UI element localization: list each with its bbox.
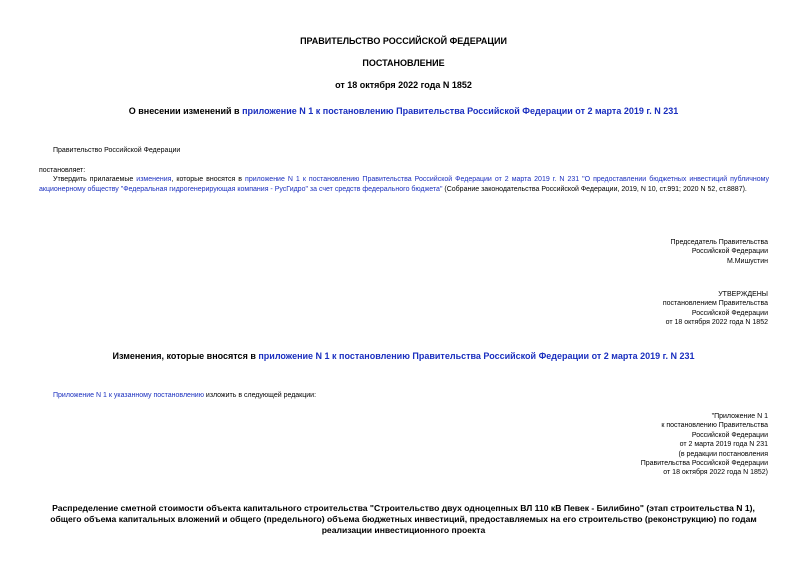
annex-line-3: Российской Федерации	[691, 431, 768, 439]
distribution-title	[0, 503, 807, 536]
changes-title-link[interactable]: приложение N 1 к постановлению Правительства Российской Федерации от 2 марта 2019 г. N 231	[258, 351, 695, 361]
changes-title	[0, 351, 807, 361]
distribution-title-line-2: общего объема капитальных вложений и общего (предельного) объема бюджетных инвестиций, предоставляемых на его строительство (реконструкцию) по годам	[50, 514, 757, 524]
approved-block	[663, 290, 768, 328]
government-heading: ПРАВИТЕЛЬСТВО РОССИЙСКОЙ ФЕДЕРАЦИИ	[300, 36, 507, 46]
changes-title-prefix: Изменения, которые вносятся в	[112, 351, 259, 361]
annex-line-5: (в редакции постановления	[678, 450, 768, 458]
document-type: ПОСТАНОВЛЕНИЕ	[362, 58, 445, 68]
changes-body-rest: изложить в следующей редакции:	[203, 392, 317, 399]
signature-line-1: Председатель Правительства	[670, 239, 768, 246]
annex-line-4: от 2 марта 2019 года N 231	[679, 441, 768, 449]
p1-text-a: Утвердить прилагаемые	[53, 176, 137, 183]
distribution-title-line-3: реализации инвестиционного проекта	[321, 525, 486, 535]
resolution-231-link[interactable]: приложение N 1 к постановлению Правительства Российской Федерации от 2 марта 2019 г. N 231 "О предоставлении бюджетных инвестиций публичному акционерному обществу "Федеральная гидрогенерирующая компания - РусГидро" за счет средств федерального бюджета"	[39, 176, 769, 193]
annex-line-6: Правительства Российской Федерации	[640, 460, 768, 468]
document-date-number: от 18 октября 2022 года N 1852	[335, 80, 472, 90]
signature-name: М.Мишустин	[726, 257, 768, 265]
approved-line-3: Российской Федерации	[691, 309, 768, 317]
distribution-title-line-1: Распределение сметной стоимости объекта капитального строительства "Строительство двух одноцепных ВЛ 110 кВ Певек - Билибино" (этап строительства N 1),	[52, 503, 755, 513]
annex-block	[641, 412, 768, 478]
p1-text-c: (Собрание законодательства Российской Федерации, 2019, N 10, ст.991; 2020 N 52, ст.8887).	[442, 186, 747, 193]
title-prefix: О внесении изменений в	[128, 106, 243, 116]
document-title	[0, 106, 807, 116]
appendix-1-link[interactable]: Приложение N 1 к указанному постановлению	[53, 392, 204, 399]
signature-line-2: Российской Федерации	[691, 248, 768, 256]
approved-line-2: постановлением Правительства	[662, 300, 768, 308]
annex-line-1: "Приложение N 1	[711, 413, 768, 420]
changes-body	[53, 391, 316, 401]
changes-link[interactable]: изменения	[136, 176, 172, 183]
approved-line-1: УТВЕРЖДЕНЫ	[718, 291, 768, 298]
resolution-paragraph	[39, 175, 769, 195]
title-appendix-link[interactable]: приложение N 1 к постановлению Правительства Российской Федерации от 2 марта 2019 г. N 231	[242, 106, 679, 116]
annex-line-7: от 18 октября 2022 года N 1852)	[663, 469, 768, 477]
resolves-text: постановляет:	[39, 167, 86, 174]
annex-line-2: к постановлению Правительства	[661, 422, 768, 430]
p1-text-b: , которые вносятся в	[171, 176, 246, 183]
signature-block	[671, 238, 768, 266]
approved-line-4: от 18 октября 2022 года N 1852	[665, 319, 768, 327]
government-name: Правительство Российской Федерации	[53, 147, 181, 154]
